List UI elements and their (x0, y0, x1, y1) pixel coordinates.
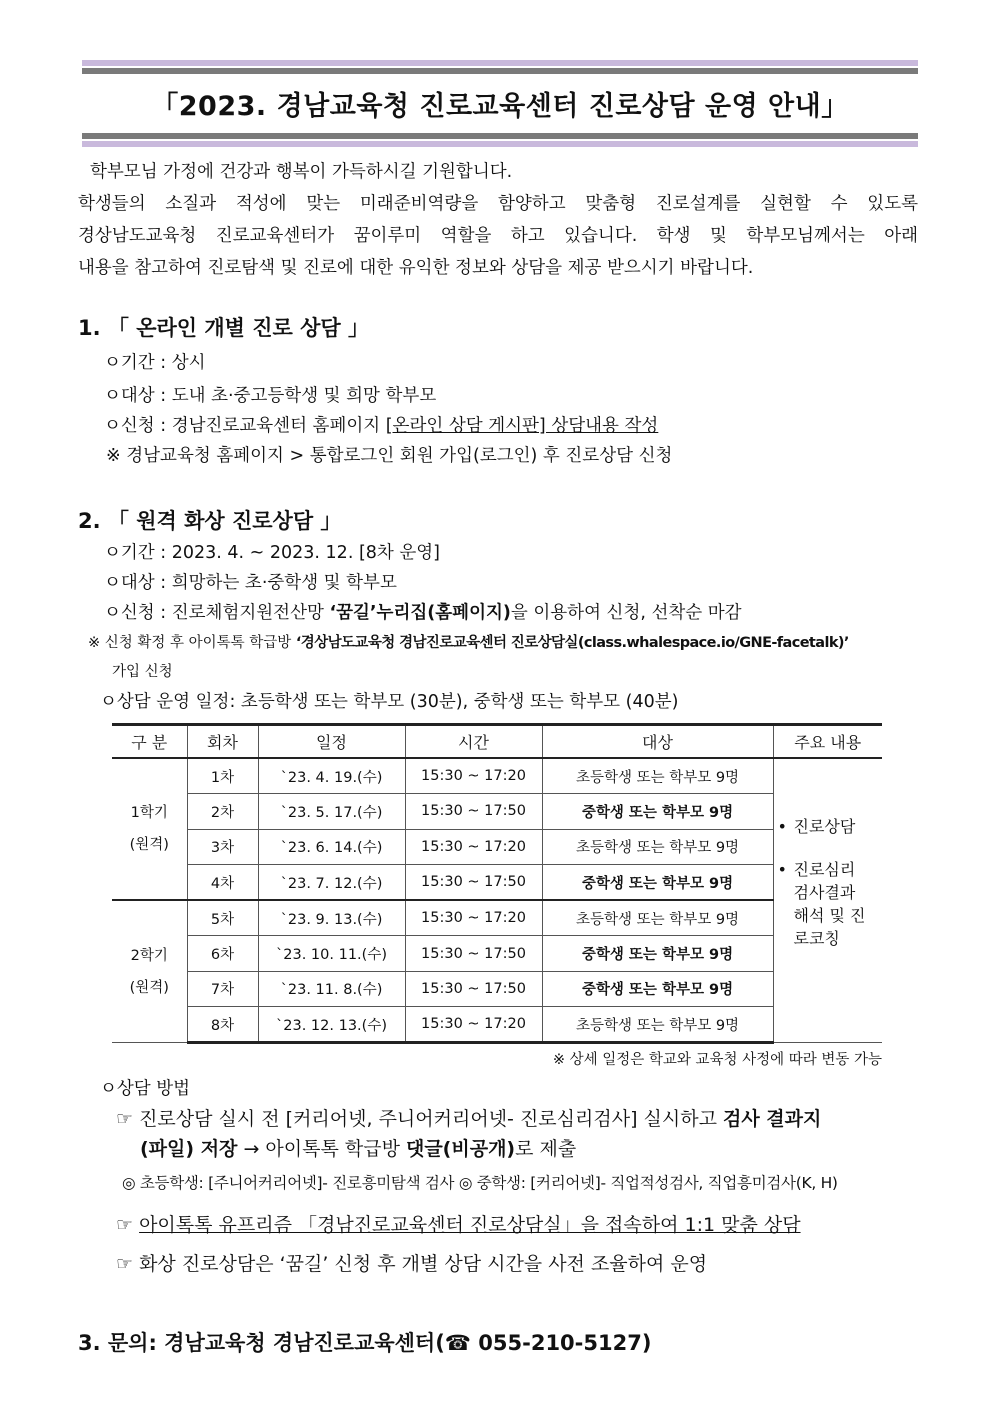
topic-item (778, 815, 883, 838)
topics-cell (773, 758, 882, 1043)
section2-note-cont: 가입 신청 (112, 664, 173, 680)
time-cell: 15:30 ~ 17:20 (405, 829, 542, 864)
online-board-link[interactable]: [온라인 상담 게시판] 상담내용 작성 (385, 416, 659, 436)
section2-note-prefix: ※ 신청 확정 후 아이톡톡 학급방 (88, 635, 296, 651)
section2-apply (104, 599, 742, 624)
time-cell: 15:30 ~ 17:50 (405, 936, 542, 971)
table-row (112, 971, 882, 1006)
method1 (116, 1104, 821, 1131)
header-date: 일정 (258, 725, 405, 759)
table-row (112, 900, 882, 936)
intro-line: 경상남도교육청 진로교육센터가 꿈이루미 역할을 하고 있습니다. 학생 및 학부모님께서는 아래 (78, 226, 918, 246)
semester2-mode: (원격) (129, 979, 169, 996)
section2-target: ㅇ대상 : 희망하는 초·중학생 및 학부모 (104, 573, 397, 593)
header-round: 회차 (187, 725, 258, 759)
date-cell: `23. 6. 14.(수) (258, 829, 405, 864)
table-row (112, 794, 882, 829)
intro-line: 학생들의 소질과 적성에 맞는 미래준비역량을 함양하고 맞춤형 진로설계를 실현할 수 있도록 (78, 194, 918, 214)
method1-bold: 검사 결과지 (722, 1108, 822, 1130)
method-heading: ㅇ상담 방법 (100, 1079, 191, 1099)
table-row (112, 936, 882, 971)
contact-info: 3. 문의: 경남교육청 경남진로교육센터(☎ 055-210-5127) (78, 1331, 652, 1355)
method1-line2-bold: (파일) 저장 (140, 1138, 238, 1160)
method3: ☞ 화상 진로상담은 ‘꿈길’ 신청 후 개별 상담 시간을 사전 조율하여 운영 (116, 1253, 708, 1275)
title-rule-top-light (82, 60, 918, 66)
method1-prefix: ☞ 진로상담 실시 전 [커리어넷, 주니어커리어넷- 진로심리검사] 실시하고 (116, 1108, 723, 1130)
date-cell: `23. 11. 8.(수) (258, 971, 405, 1006)
table-row (112, 864, 882, 900)
date-cell: `23. 12. 13.(수) (258, 1007, 405, 1043)
section1-apply (104, 412, 658, 437)
topic-text: 진로심리 검사결과 해석 및 진로코칭 (793, 860, 866, 949)
target-cell: 초등학생 또는 학부모 9명 (542, 829, 773, 864)
time-cell: 15:30 ~ 17:20 (405, 900, 542, 936)
target-cell: 중학생 또는 학부모 9명 (542, 794, 773, 829)
date-cell: `23. 10. 11.(수) (258, 936, 405, 971)
title-rule-bottom-dark (82, 133, 918, 139)
classroom-name: ‘경상남도교육청 경남진로교육센터 진로상담실(class.whalespace.io/GNE-facetalk)’ (295, 635, 849, 651)
section1-heading: 1. 「 온라인 개별 진로 상담 」 (78, 316, 370, 340)
table-note: ※ 상세 일정은 학교와 교육청 사정에 따라 변동 가능 (552, 1052, 882, 1068)
round-cell: 5차 (187, 900, 258, 936)
intro-line: 학부모님 가정에 건강과 행복이 가득하시길 기원합니다. (90, 162, 513, 182)
tests-note: ◎ 초등학생: [주니어커리어넷]- 진로흥미탐색 검사 ◎ 중학생: [커리어넷]- 직업적성검사, 직업흥미검사(K, H) (122, 1174, 838, 1192)
method1-line2 (140, 1134, 576, 1161)
method2 (116, 1210, 801, 1237)
section2-period: ㅇ기간 : 2023. 4. ~ 2023. 12. [8차 운영] (104, 543, 441, 563)
title-rule-top-dark (82, 68, 918, 74)
time-cell: 15:30 ~ 17:50 (405, 971, 542, 1006)
header-time: 시간 (405, 725, 542, 759)
date-cell: `23. 4. 19.(수) (258, 758, 405, 794)
section1-apply-prefix: ㅇ신청 : 경남진로교육센터 홈페이지 (104, 416, 386, 436)
target-cell: 초등학생 또는 학부모 9명 (542, 758, 773, 794)
time-cell: 15:30 ~ 17:50 (405, 864, 542, 900)
round-cell: 2차 (187, 794, 258, 829)
title-rule-bottom-light (82, 141, 918, 147)
date-cell: `23. 9. 13.(수) (258, 900, 405, 936)
section2-apply-prefix: ㅇ신청 : 진로체험지원전산망 (104, 603, 330, 623)
semester1-label: 1학기 (130, 805, 168, 822)
schedule-intro: ㅇ상담 운영 일정: 초등학생 또는 학부모 (30분), 중학생 또는 학부모 (40분) (100, 692, 679, 712)
semester1-mode: (원격) (129, 837, 169, 854)
round-cell: 4차 (187, 864, 258, 900)
intro-line: 내용을 참고하여 진로탐색 및 진로에 대한 유익한 정보와 상담을 제공 받으시기 바랍니다. (78, 258, 754, 278)
schedule-table (112, 723, 882, 1044)
topic-text: 진로상담 (793, 817, 856, 837)
header-topics: 주요 내용 (773, 725, 882, 759)
kkumgil-site: ‘꿈길’누리집(홈페이지) (329, 603, 511, 623)
section1-note: ※ 경남교육청 홈페이지 > 통합로그인 회원 가입(로그인) 후 진로상담 신청 (106, 446, 673, 466)
date-cell: `23. 7. 12.(수) (258, 864, 405, 900)
round-cell: 3차 (187, 829, 258, 864)
semester2-cell (112, 900, 187, 1043)
bullet-icon: • (777, 860, 787, 880)
time-cell: 15:30 ~ 17:20 (405, 1007, 542, 1043)
method1-line2-suffix: 로 제출 (515, 1138, 577, 1160)
header-target: 대상 (542, 725, 773, 759)
semester2-label: 2학기 (130, 947, 168, 964)
target-cell: 중학생 또는 학부모 9명 (542, 971, 773, 1006)
hand-pointer-icon: ☞ (116, 1214, 140, 1236)
round-cell: 8차 (187, 1007, 258, 1043)
bullet-icon: • (777, 817, 787, 837)
section2-heading: 2. 「 원격 화상 진로상담 」 (78, 509, 342, 533)
header-division: 구 분 (112, 725, 187, 759)
table-header-row (112, 725, 882, 759)
method1-line2-mid: → 아이톡톡 학급방 (237, 1138, 406, 1160)
section2-note (88, 631, 849, 652)
document-title: 「2023. 경남교육청 진로교육센터 진로상담 운영 안내」 (151, 91, 849, 122)
round-cell: 1차 (187, 758, 258, 794)
semester1-cell (112, 758, 187, 900)
time-cell: 15:30 ~ 17:20 (405, 758, 542, 794)
round-cell: 6차 (187, 936, 258, 971)
table-row (112, 1007, 882, 1043)
topic-item (778, 858, 883, 950)
table-row (112, 829, 882, 864)
section2-apply-suffix: 을 이용하여 신청, 선착순 마감 (510, 603, 742, 623)
target-cell: 초등학생 또는 학부모 9명 (542, 900, 773, 936)
target-cell: 중학생 또는 학부모 9명 (542, 936, 773, 971)
table-row (112, 758, 882, 794)
target-cell: 초등학생 또는 학부모 9명 (542, 1007, 773, 1043)
section1-target: ㅇ대상 : 도내 초·중고등학생 및 희망 학부모 (104, 386, 437, 406)
time-cell: 15:30 ~ 17:50 (405, 794, 542, 829)
round-cell: 7차 (187, 971, 258, 1006)
target-cell: 중학생 또는 학부모 9명 (542, 864, 773, 900)
section1-period: ㅇ기간 : 상시 (104, 353, 206, 373)
method1-line2-bold2: 댓글(비공개) (405, 1138, 516, 1160)
consult-room-link[interactable]: 아이톡톡 유프리즘 「경남진로교육센터 진로상담실」을 접속하여 1:1 맞춤 상담 (139, 1214, 801, 1236)
intro-paragraph (78, 156, 918, 284)
date-cell: `23. 5. 17.(수) (258, 794, 405, 829)
